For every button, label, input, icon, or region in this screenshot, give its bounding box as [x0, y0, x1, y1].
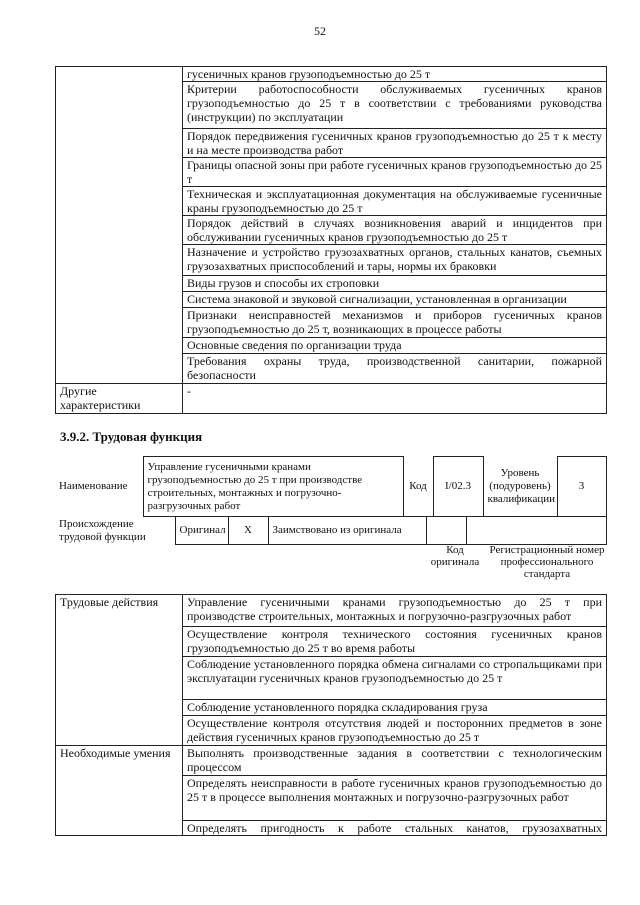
required-skills-label: Необходимые умения	[56, 746, 183, 836]
registration-number-caption: Регистрационный номер профессионального стандарта	[489, 544, 605, 580]
original-code-cell	[426, 517, 466, 545]
skill-item: Определять пригодность к работе стальных канатов, грузозахватных	[183, 821, 607, 836]
labor-action-item: Соблюдение установленного порядка складирования груза	[183, 700, 607, 716]
code-label: Код	[409, 480, 427, 492]
knowledge-item: Критерии работоспособности обслуживаемых гусеничных кранов грузоподъемностью до 25 т в соответствии с требованиями руководства (инструкции) по эксплуатации	[183, 82, 607, 129]
original-mark: X	[228, 517, 268, 545]
knowledge-table	[55, 66, 607, 414]
labor-actions-label: Трудовые действия	[56, 595, 183, 746]
knowledge-item: Границы опасной зоны при работе гусеничных кранов грузоподъемностью до 25 т	[183, 158, 607, 187]
origin-row	[55, 516, 607, 545]
labor-action-item: Соблюдение установленного порядка обмена сигналами со стропальщиками при эксплуатации гусеничных кранов грузоподъемностью до 25 т	[183, 657, 607, 700]
registration-number-cell	[466, 517, 606, 545]
name-label: Наименование	[59, 480, 128, 492]
knowledge-item: Основные сведения по организации труда	[183, 338, 607, 354]
knowledge-item: Назначение и устройство грузозахватных органов, стальных канатов, съемных грузозахватных приспособлений и тары, нормы их браковки	[183, 245, 607, 276]
origin-label: Происхождение трудовой функции	[59, 517, 146, 543]
knowledge-item: Система знаковой и звуковой сигнализации, установленная в организации	[183, 292, 607, 308]
section-title: 3.9.2. Трудовая функция	[60, 429, 203, 444]
function-header	[55, 456, 607, 517]
function-code: I/02.3	[433, 457, 483, 517]
skill-item: Определять неисправности в работе гусеничных кранов грузоподъемностью до 25 т в процессе выполнения монтажных и погрузочно-разгрузочных работ	[183, 776, 607, 821]
level-label: Уровень (подуровень) квалификации	[487, 467, 555, 505]
knowledge-item: Требования охраны труда, производственной санитарии, пожарной безопасности	[183, 354, 607, 384]
other-characteristics-label: Другие характеристики	[56, 384, 183, 414]
knowledge-item: Порядок передвижения гусеничных кранов грузоподъемностью до 25 т к месту и на месте производства работ	[183, 129, 607, 158]
borrowed-label: Заимствовано из оригинала	[268, 517, 426, 545]
knowledge-item: Порядок действий в случаях возникновения аварий и инцидентов при обслуживании гусеничных кранов грузоподъемностью до 25 т	[183, 216, 607, 245]
labor-action-item: Управление гусеничными кранами грузоподъемностью до 25 т при производстве строительных, монтажных и погрузочно-разгрузочных работ	[183, 595, 607, 627]
labor-action-item: Осуществление контроля отсутствия людей и посторонних предметов в зоне действия гусеничных кранов грузоподъемностью до 25 т	[183, 716, 607, 746]
knowledge-item: Признаки неисправностей механизмов и приборов гусеничных кранов грузоподъемностью до 25 т, возникающих в процессе работы	[183, 308, 607, 338]
function-name: Управление гусеничными кранами грузоподъемностью до 25 т при производстве строительных, монтажных и погрузочно-разгрузочных работ	[143, 457, 403, 517]
skill-item: Выполнять производственные задания в соответствии с технологическим процессом	[183, 746, 607, 776]
actions-table	[55, 594, 607, 836]
labor-action-item: Осуществление контроля технического состояния гусеничных кранов грузоподъемностью до 25 т во время работы	[183, 627, 607, 657]
other-characteristics-value: -	[183, 384, 607, 414]
knowledge-item: Виды грузов и способы их строповки	[183, 276, 607, 292]
knowledge-item: Техническая и эксплуатационная документация на обслуживаемые гусеничные краны грузоподъемностью до 25 т	[183, 187, 607, 216]
page-number: 52	[314, 24, 326, 38]
qualification-level: 3	[557, 457, 606, 517]
knowledge-label-cell	[56, 67, 183, 384]
original-label: Оригинал	[175, 517, 228, 545]
original-code-caption: Код оригинала	[430, 544, 480, 568]
knowledge-item: гусеничных кранов грузоподъемностью до 25 т	[183, 67, 607, 82]
